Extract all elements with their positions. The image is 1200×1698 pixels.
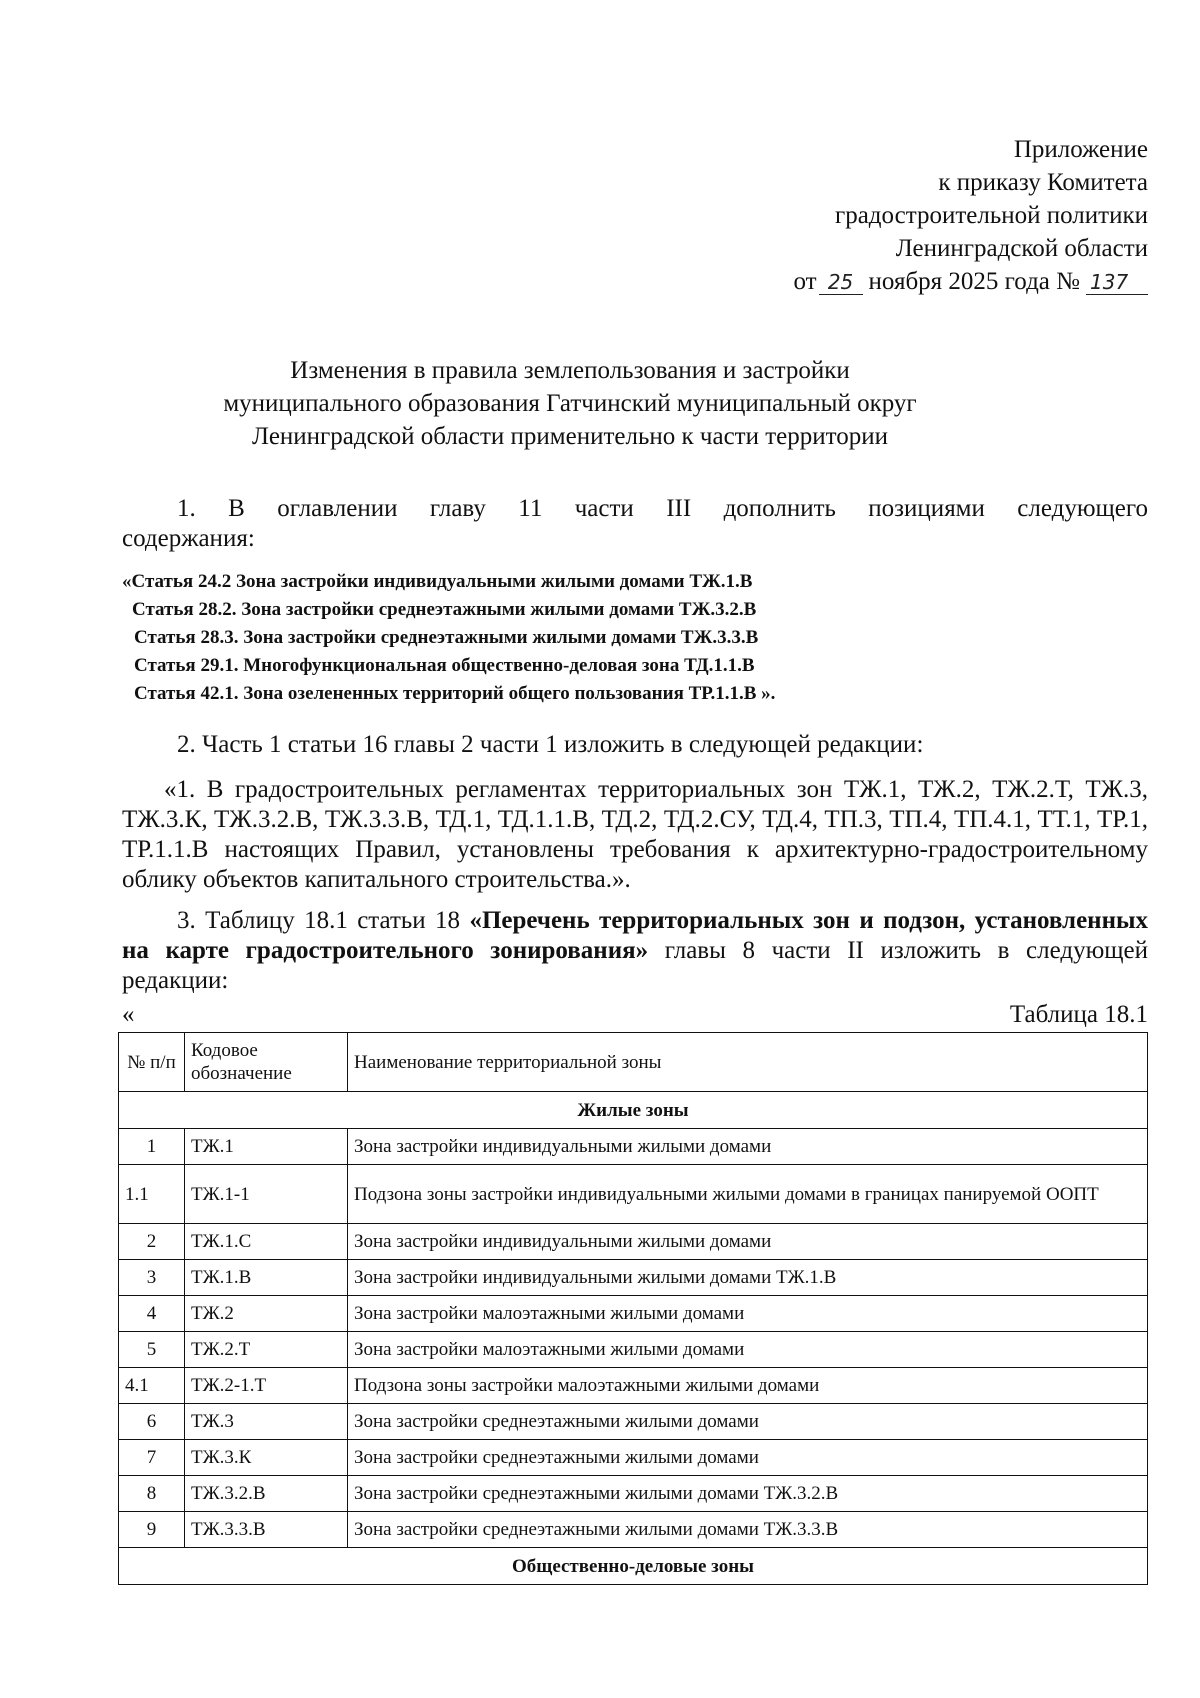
table-row <box>119 1404 1148 1440</box>
row-num: 2 <box>119 1224 185 1260</box>
appendix-line: градостроительной политики <box>834 202 1148 229</box>
zones-table <box>118 1032 1148 1585</box>
article-entry: Статья 29.1. Многофункциональная общественно-деловая зона ТД.1.1.В <box>134 655 755 676</box>
quote-1 <box>122 775 1148 895</box>
header-num: № п/п <box>119 1033 185 1092</box>
articles-list <box>122 568 775 708</box>
table-row <box>119 1260 1148 1296</box>
item-1 <box>122 494 1148 554</box>
date-rest: ноября 2025 года № <box>868 268 1080 295</box>
row-name: Зона застройки малоэтажными жилыми домами <box>348 1296 1148 1332</box>
row-code: ТЖ.3.3.В <box>185 1512 348 1548</box>
table-row <box>119 1224 1148 1260</box>
table-row <box>119 1512 1148 1548</box>
row-num: 1 <box>119 1129 185 1165</box>
row-num: 9 <box>119 1512 185 1548</box>
article-entry: Статья 28.3. Зона застройки среднеэтажными жилыми домами ТЖ.3.3.В <box>134 627 759 648</box>
row-num: 7 <box>119 1440 185 1476</box>
row-name: Зона застройки индивидуальными жилыми домами ТЖ.1.В <box>348 1260 1148 1296</box>
table-row <box>119 1165 1148 1224</box>
section-row-residential <box>119 1092 1148 1129</box>
quote-1-text: «1. В градостроительных регламентах территориальных зон ТЖ.1, ТЖ.2, ТЖ.2.Т, ТЖ.3, ТЖ.3.К, ТЖ.3.2.В, ТЖ.3.3.В, ТД.1, ТД.1.1.В, ТД.2, ТД.2.СУ, ТД.4, ТП.3, ТП.4, ТП.4.1, ТТ.1, ТР.1, ТР.1.1.В настоящих Правил, установлены требования к архитектурно-градостроительному облику объектов капитального строительства.». <box>122 776 1148 893</box>
row-name: Зона застройки индивидуальными жилыми домами <box>348 1129 1148 1165</box>
row-name: Зона застройки индивидуальными жилыми домами <box>348 1224 1148 1260</box>
table-row <box>119 1368 1148 1404</box>
table-row <box>119 1296 1148 1332</box>
row-name: Зона застройки среднеэтажными жилыми домами ТЖ.3.2.В <box>348 1476 1148 1512</box>
row-num: 3 <box>119 1260 185 1296</box>
article-entry: «Статья 24.2 Зона застройки индивидуальными жилыми домами ТЖ.1.В <box>122 571 753 592</box>
row-code: ТЖ.3.2.В <box>185 1476 348 1512</box>
row-code: ТЖ.2.Т <box>185 1332 348 1368</box>
row-code: ТЖ.1.В <box>185 1260 348 1296</box>
date-prefix: от <box>793 268 817 295</box>
row-code: ТЖ.1 <box>185 1129 348 1165</box>
row-num: 1.1 <box>119 1165 185 1224</box>
item-1-line: содержания: <box>122 525 255 552</box>
handwritten-order-number: 137 <box>1086 270 1148 295</box>
table-row <box>119 1440 1148 1476</box>
title-line: муниципального образования Гатчинский муниципальный округ <box>223 390 917 417</box>
row-name: Зона застройки малоэтажными жилыми домами <box>348 1332 1148 1368</box>
appendix-date-line <box>793 265 1148 298</box>
table-row <box>119 1332 1148 1368</box>
section-title: Общественно-деловые зоны <box>119 1548 1148 1585</box>
section-title: Жилые зоны <box>119 1092 1148 1129</box>
row-num: 5 <box>119 1332 185 1368</box>
table-header-row <box>119 1033 1148 1092</box>
row-code: ТЖ.3.К <box>185 1440 348 1476</box>
table-name: Таблица 18.1 <box>1009 1001 1148 1028</box>
appendix-line: к приказу Комитета <box>938 169 1148 196</box>
item-3 <box>122 906 1148 996</box>
article-entry: Статья 28.2. Зона застройки среднеэтажными жилыми домами ТЖ.3.2.В <box>132 599 757 620</box>
document-title <box>120 354 1020 453</box>
section-row-business <box>119 1548 1148 1585</box>
row-name: Зона застройки среднеэтажными жилыми домами ТЖ.3.3.В <box>348 1512 1148 1548</box>
row-code: ТЖ.1-1 <box>185 1165 348 1224</box>
table-row <box>119 1129 1148 1165</box>
row-name: Зона застройки среднеэтажными жилыми домами <box>348 1440 1148 1476</box>
item-1-line: 1. В оглавлении главу 11 части III дополнить позициями следующего <box>177 495 1148 522</box>
item-3-prefix: 3. Таблицу 18.1 статьи 18 <box>177 907 470 934</box>
row-code: ТЖ.3 <box>185 1404 348 1440</box>
row-name: Подзона зоны застройки малоэтажными жилыми домами <box>348 1368 1148 1404</box>
header-code: Кодовое обозначение <box>185 1033 348 1092</box>
appendix-header <box>793 133 1148 298</box>
row-name: Подзона зоны застройки индивидуальными жилыми домами в границах панируемой ООПТ <box>348 1165 1148 1224</box>
title-line: Изменения в правила землепользования и застройки <box>290 357 850 384</box>
article-entry: Статья 42.1. Зона озелененных территорий общего пользования ТР.1.1.В ». <box>134 683 776 704</box>
item-3-bold-title: «Перечень территориальных зон и подзон, установленных на карте градостроительного зонирования» <box>122 907 1148 964</box>
handwritten-day: 25 <box>819 270 863 295</box>
item-2-text: 2. Часть 1 статьи 16 главы 2 части 1 изложить в следующей редакции: <box>177 731 924 758</box>
row-num: 4 <box>119 1296 185 1332</box>
row-code: ТЖ.1.С <box>185 1224 348 1260</box>
row-num: 4.1 <box>119 1368 185 1404</box>
row-code: ТЖ.2 <box>185 1296 348 1332</box>
title-line: Ленинградской области применительно к части территории <box>252 423 888 450</box>
appendix-line: Приложение <box>1013 136 1148 163</box>
item-2 <box>122 730 1148 760</box>
table-caption <box>122 1000 1148 1030</box>
row-num: 6 <box>119 1404 185 1440</box>
table-open-quote: « <box>122 1001 135 1028</box>
header-name: Наименование территориальной зоны <box>348 1033 1148 1092</box>
row-name: Зона застройки среднеэтажными жилыми домами <box>348 1404 1148 1440</box>
item-3-suffix: главы 8 части II изложить в следующей редакции: <box>122 937 1149 994</box>
row-code: ТЖ.2-1.Т <box>185 1368 348 1404</box>
appendix-line: Ленинградской области <box>895 235 1148 262</box>
row-num: 8 <box>119 1476 185 1512</box>
table-row <box>119 1476 1148 1512</box>
